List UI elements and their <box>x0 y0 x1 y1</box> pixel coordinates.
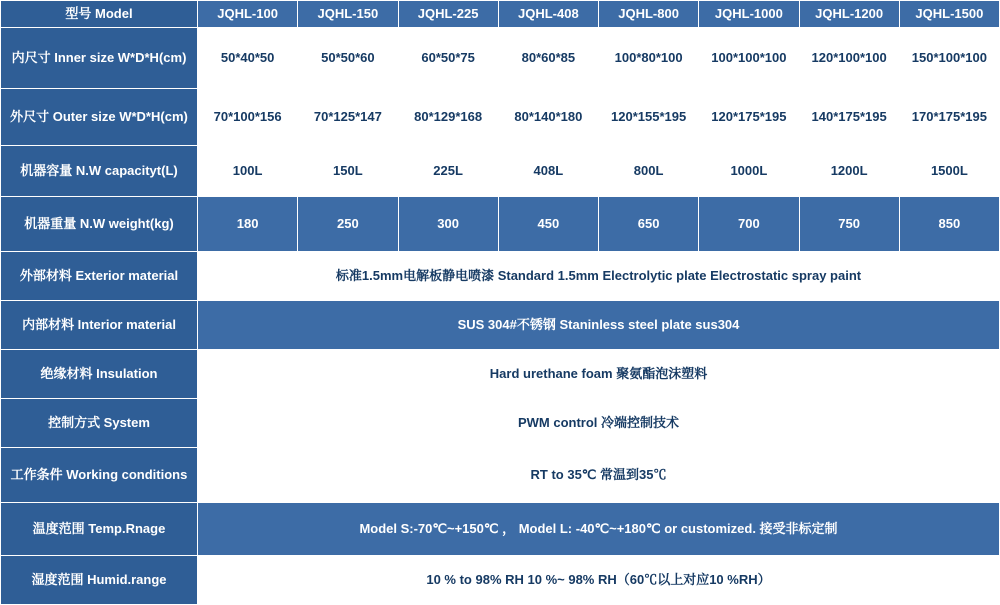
cell-weight-2: 250 <box>298 197 398 252</box>
table-row <box>1 350 1000 399</box>
row-label-humidity-range: 湿度范围 Humid.range <box>1 556 198 605</box>
cell-capacity-2: 150L <box>298 146 398 197</box>
cell-weight-3: 300 <box>398 197 498 252</box>
row-label-insulation: 绝缘材料 Insulation <box>1 350 198 399</box>
cell-working-conditions: RT to 35℃ 常温到35℃ <box>198 448 1000 503</box>
cell-outer-5: 120*155*195 <box>599 89 699 146</box>
cell-capacity-1: 100L <box>198 146 298 197</box>
cell-inner-2: 50*50*60 <box>298 28 398 89</box>
cell-weight-8: 850 <box>899 197 999 252</box>
cell-insulation: Hard urethane foam 聚氨酯泡沫塑料 <box>198 350 1000 399</box>
cell-inner-8: 150*100*100 <box>899 28 999 89</box>
cell-outer-8: 170*175*195 <box>899 89 999 146</box>
cell-weight-1: 180 <box>198 197 298 252</box>
table-row <box>1 28 1000 89</box>
cell-inner-5: 100*80*100 <box>599 28 699 89</box>
cell-outer-1: 70*100*156 <box>198 89 298 146</box>
cell-inner-4: 80*60*85 <box>498 28 598 89</box>
row-label-weight: 机器重量 N.W weight(kg) <box>1 197 198 252</box>
row-label-capacity: 机器容量 N.W capacityt(L) <box>1 146 198 197</box>
cell-model-1: JQHL-100 <box>198 1 298 28</box>
cell-system: PWM control 冷端控制技术 <box>198 399 1000 448</box>
cell-capacity-5: 800L <box>599 146 699 197</box>
cell-inner-1: 50*40*50 <box>198 28 298 89</box>
cell-inner-3: 60*50*75 <box>398 28 498 89</box>
cell-model-5: JQHL-800 <box>599 1 699 28</box>
table-row <box>1 252 1000 301</box>
cell-outer-4: 80*140*180 <box>498 89 598 146</box>
row-label-temp-range: 温度范围 Temp.Rnage <box>1 503 198 556</box>
cell-model-7: JQHL-1200 <box>799 1 899 28</box>
row-label-system: 控制方式 System <box>1 399 198 448</box>
cell-capacity-3: 225L <box>398 146 498 197</box>
cell-outer-6: 120*175*195 <box>699 89 799 146</box>
row-label-working-conditions: 工作条件 Working conditions <box>1 448 198 503</box>
cell-capacity-8: 1500L <box>899 146 999 197</box>
cell-capacity-7: 1200L <box>799 146 899 197</box>
cell-weight-5: 650 <box>599 197 699 252</box>
table-row <box>1 448 1000 503</box>
table-row <box>1 197 1000 252</box>
table-row <box>1 1 1000 28</box>
cell-model-8: JQHL-1500 <box>899 1 999 28</box>
table-row <box>1 89 1000 146</box>
cell-capacity-4: 408L <box>498 146 598 197</box>
row-label-interior-material: 内部材料 Interior material <box>1 301 198 350</box>
cell-outer-7: 140*175*195 <box>799 89 899 146</box>
cell-weight-4: 450 <box>498 197 598 252</box>
cell-exterior-material: 标准1.5mm电解板静电喷漆 Standard 1.5mm Electrolytic plate Electrostatic spray paint <box>198 252 1000 301</box>
cell-model-3: JQHL-225 <box>398 1 498 28</box>
table-row <box>1 503 1000 556</box>
cell-humidity-range: 10 % to 98% RH 10 %~ 98% RH（60℃以上对应10 %RH） <box>198 556 1000 605</box>
row-label-inner-size: 内尺寸 Inner size W*D*H(cm) <box>1 28 198 89</box>
cell-model-4: JQHL-408 <box>498 1 598 28</box>
row-label-exterior-material: 外部材料 Exterior material <box>1 252 198 301</box>
cell-weight-6: 700 <box>699 197 799 252</box>
row-label-model: 型号 Model <box>1 1 198 28</box>
row-label-outer-size: 外尺寸 Outer size W*D*H(cm) <box>1 89 198 146</box>
table-row <box>1 146 1000 197</box>
cell-outer-2: 70*125*147 <box>298 89 398 146</box>
cell-inner-6: 100*100*100 <box>699 28 799 89</box>
table-row <box>1 399 1000 448</box>
cell-model-2: JQHL-150 <box>298 1 398 28</box>
cell-temp-range: Model S:-70℃~+150℃ ， Model L: -40℃~+180℃ or customized. 接受非标定制 <box>198 503 1000 556</box>
table-row <box>1 556 1000 605</box>
cell-outer-3: 80*129*168 <box>398 89 498 146</box>
cell-inner-7: 120*100*100 <box>799 28 899 89</box>
cell-weight-7: 750 <box>799 197 899 252</box>
cell-interior-material: SUS 304#不锈钢 Staninless steel plate sus304 <box>198 301 1000 350</box>
cell-capacity-6: 1000L <box>699 146 799 197</box>
cell-model-6: JQHL-1000 <box>699 1 799 28</box>
table-row <box>1 301 1000 350</box>
